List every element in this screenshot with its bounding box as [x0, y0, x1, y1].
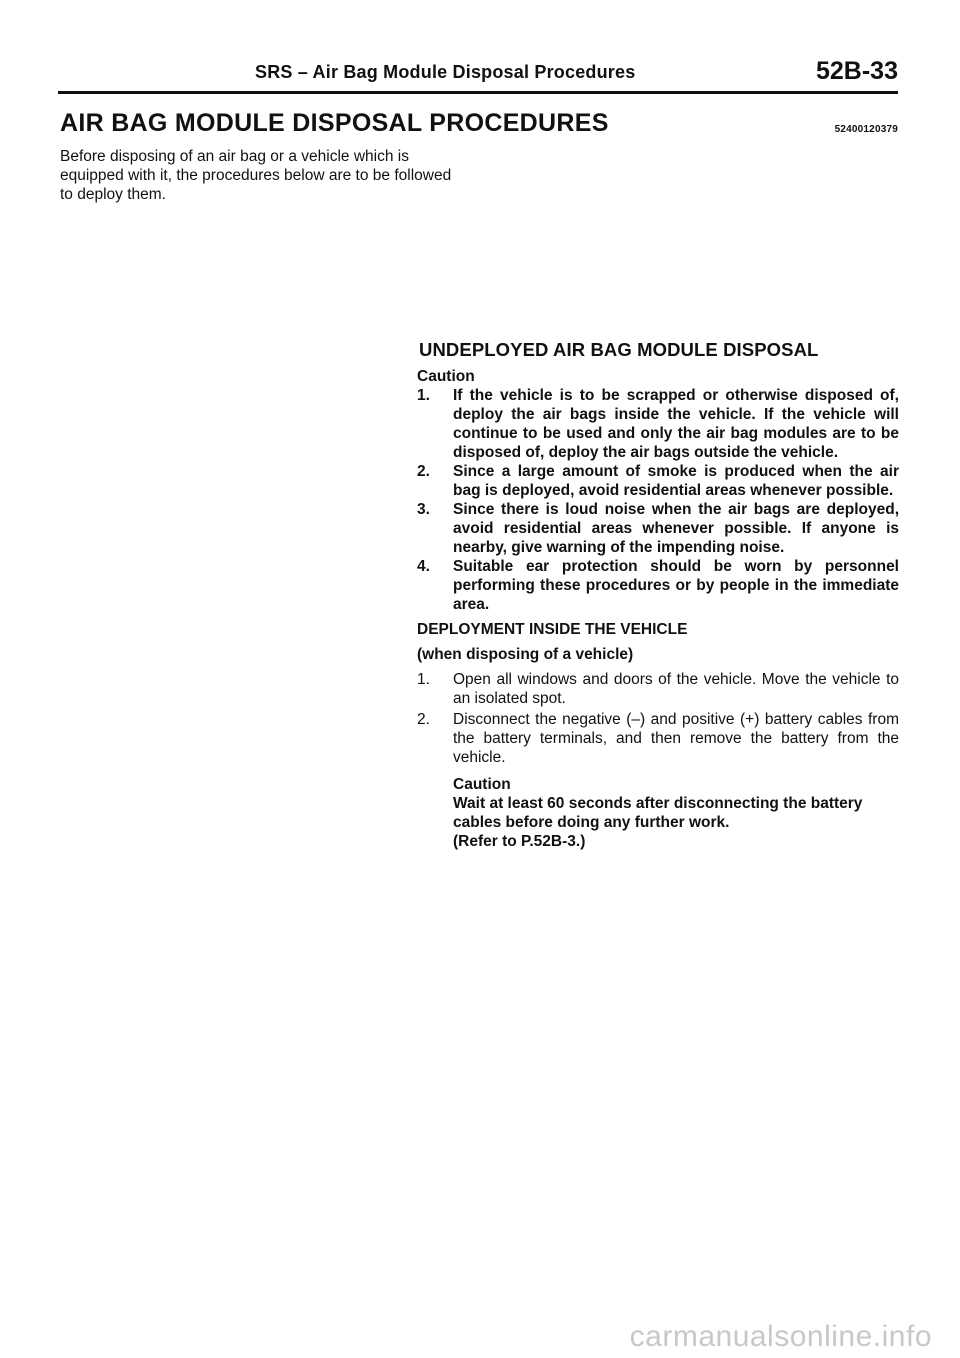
deployment-subheading: (when disposing of a vehicle): [417, 646, 634, 663]
steps-list: [417, 670, 899, 767]
section-title: UNDEPLOYED AIR BAG MODULE DISPOSAL: [419, 339, 819, 360]
doc-code: 52400120379: [834, 124, 898, 135]
list-item: [417, 557, 899, 614]
list-item: [417, 670, 899, 708]
right-column: [417, 340, 899, 851]
intro-paragraph: Before disposing of an air bag or a vehicle which is equipped with it, the procedures below are to be followed to deploy them.: [60, 148, 452, 203]
step-caution-text: Wait at least 60 seconds after disconnecting the battery cables before doing any further work.: [453, 795, 863, 831]
main-heading: AIR BAG MODULE DISPOSAL PROCEDURES: [60, 109, 609, 137]
item-text: Since a large amount of smoke is produced when the air bag is deployed, avoid residential areas whenever possible.: [453, 463, 899, 499]
step-caution-ref: (Refer to P.52B-3.): [453, 833, 586, 850]
watermark: carmanualsonline.info: [629, 1320, 932, 1353]
header-rule: [58, 91, 898, 94]
item-text: Open all windows and doors of the vehicle. Move the vehicle to an isolated spot.: [453, 671, 899, 707]
list-item: [417, 500, 899, 557]
list-item: [417, 710, 899, 767]
item-number: 2.: [417, 711, 430, 728]
item-text: Disconnect the negative (–) and positive (+) battery cables from the battery terminals, and then remove the battery from the vehicle.: [453, 711, 899, 766]
item-text: Since there is loud noise when the air bags are deployed, avoid residential areas whenever possible. If anyone is nearby, give warning of the impending noise.: [453, 501, 899, 556]
item-text: If the vehicle is to be scrapped or otherwise disposed of, deploy the air bags inside the vehicle. If the vehicle will continue to be used and only the air bag modules are to be disposed of, deploy the air bags outside the vehicle.: [453, 387, 899, 461]
list-item: [417, 386, 899, 462]
page-number: 52B-33: [816, 57, 898, 85]
item-number: 1.: [417, 671, 430, 688]
item-number: 3.: [417, 501, 430, 518]
list-item: [417, 462, 899, 500]
item-number: 4.: [417, 558, 430, 575]
item-number: 2.: [417, 463, 430, 480]
caution-list: [417, 386, 899, 614]
item-number: 1.: [417, 387, 430, 404]
header-title: SRS – Air Bag Module Disposal Procedures: [255, 62, 636, 82]
step-caution-label: Caution: [453, 776, 511, 793]
item-text: Suitable ear protection should be worn by personnel performing these procedures or by people in the immediate area.: [453, 558, 899, 613]
deployment-heading: DEPLOYMENT INSIDE THE VEHICLE: [417, 621, 688, 638]
step-caution: [453, 775, 899, 851]
caution-label: Caution: [417, 368, 475, 385]
